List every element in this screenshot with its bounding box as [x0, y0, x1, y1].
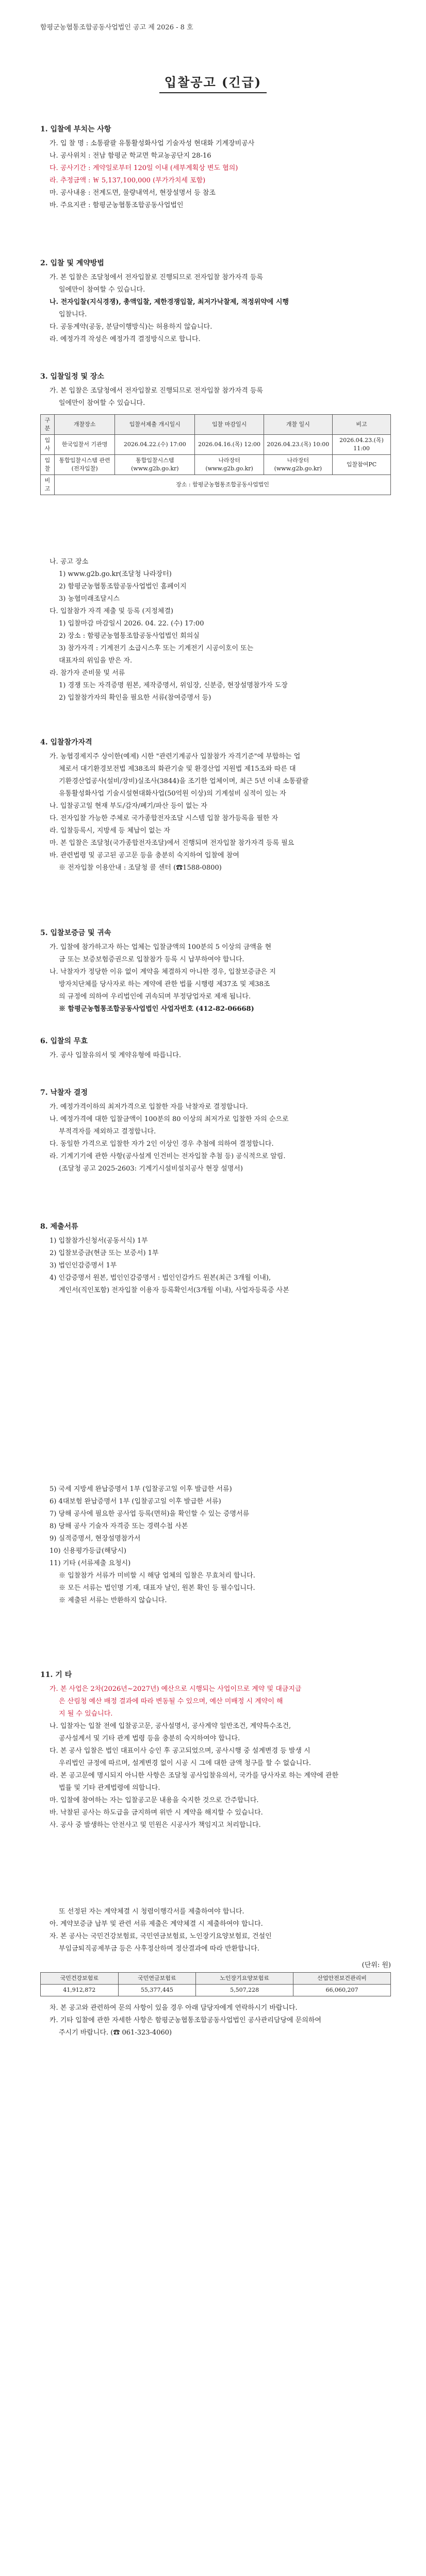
section-bid-items — [40, 124, 391, 212]
table-header: 노인장기요양보험료 — [196, 1973, 293, 1985]
text-line: 일에만이 참여할 수 있습니다. — [59, 286, 145, 294]
section-deposit — [40, 927, 391, 1016]
text-line: 1) 입찰마감 마감일시 2026. 04. 22. (수) 17:00 — [59, 620, 204, 628]
table-row — [41, 475, 391, 495]
text-line: 방자치단체를 당사자로 하는 계약에 관한 법률 시행령 제37조 및 제38조 — [59, 980, 270, 988]
text-line: 5) 국세 지방세 완납증명서 1부 (입찰공고일 이후 발급한 서류) — [50, 1485, 232, 1493]
table-header-row — [41, 1973, 391, 1985]
business-number-line: ※ 함평군농협통조합공동사업법인 사업자번호 (412-82-06668) — [59, 1005, 254, 1013]
text-line: 1) www.g2b.go.kr(조달청 나라장터) — [59, 570, 172, 578]
section-heading: 8. 제출서류 — [40, 1223, 78, 1231]
table-cell: 2026.04.22.(수) 17:00 — [115, 435, 195, 455]
text-line: 라. 본 공고문에 명시되지 아니한 사항은 조달청 공사입찰유의서, 국가를 당사자로 하는 계약에 관한 — [50, 1772, 339, 1780]
table-cell: 한국입찰서 기관명 — [54, 435, 114, 455]
table-cell: 비고 — [41, 475, 55, 495]
text-line: 가. 농협경제지주 상이한(예제) 시한 "관련기계공사 입찰참가 자격기준"에 부합하는 업 — [50, 753, 301, 760]
text-line: 자. 본 공사는 국민건강보험료, 국민연금보험료, 노인장기요양보험료, 건설인 — [50, 1933, 272, 1940]
text-line: 2) 장소 : 함평군농협통조합공동사업법인 회의실 — [59, 632, 200, 640]
text-line: 아. 계약보증금 납부 및 관련 서류 제출은 계약체결 시 제출하여야 합니다. — [50, 1920, 263, 1928]
section-bid-method — [40, 258, 391, 346]
announcement-number: 함평군농협통조합공동사업법인 공고 제 2026 - 8 호 — [40, 24, 193, 31]
helpdesk-line: ※ 전자입찰 이용안내 : 조달청 콜 센터 (☎1588-0800) — [59, 864, 222, 872]
text-line: 나. 예정가격에 대한 입찰금액이 100분의 80 이상의 최저가로 입찰한 자의 순으로 — [50, 1115, 289, 1123]
text-line: 10) 신용평가등급(해당시) — [50, 1547, 126, 1555]
text-line: 4) 인감증명서 원본, 법인인감증명서 : 법인인감카드 원본(최근 3개월 이내), — [50, 1274, 271, 1282]
bid-name-line: 가. 입 찰 명 : 소통괄괄 유통활성화사업 기술자성 현대화 기계장비공사 — [50, 140, 255, 147]
table-row — [41, 435, 391, 455]
table-cell: 2026.04.16.(목) 12:00 — [195, 435, 264, 455]
text-line: 부임금퇴직공제부금 등은 사후정산하며 정산결과에 따라 반환합니다. — [59, 1945, 259, 1953]
text-line: 체로서 대기환경보전법 제38조의 화관기술 및 환경산업 지원법 제15조와 따른 대 — [59, 765, 296, 773]
location-line: 나. 공사위치 : 전남 함평군 학교면 학교농공단지 28-16 — [50, 152, 211, 160]
section-heading: 5. 입찰보증금 및 귀속 — [40, 929, 111, 937]
period-line: 다. 공사기간 : 계약일로부터 120일 이내 (세부계획상 변도 협의) — [50, 164, 238, 172]
section-documents — [40, 1221, 391, 1297]
text-line: 입찰니다. — [59, 311, 87, 318]
table-header: 입찰서제출 개시일시 — [115, 415, 195, 435]
budget-notice-line: 은 산림청 예산 배정 결과에 따라 변동될 수 있으며, 예산 미배정 시 계약이 해 — [59, 1698, 283, 1705]
table-cell: 장소 : 함평군농협통조합공동사업법인 — [54, 475, 390, 495]
text-line: 기환경산업공사(설비/장비)실조사(3844)을 조기한 업체이며, 최근 5년 이내 소통괄괄 — [59, 777, 309, 785]
text-line: 가. 본 입찰은 조달청에서 전자입찰로 진행되므로 전자입찰 참가자격 등록 — [50, 274, 263, 281]
table-cell: 나라장터 (www.g2b.go.kr) — [195, 455, 264, 475]
section-heading: 3. 입찰일정 및 장소 — [40, 372, 104, 381]
text-line: 나. 공고 장소 — [50, 558, 89, 566]
section-heading: 4. 입찰참가자격 — [40, 738, 92, 747]
title-wrap — [0, 72, 426, 93]
table-header: 입찰 마감일시 — [195, 415, 264, 435]
table-header: 개찰 일시 — [264, 415, 332, 435]
page-title: 입찰공고 (긴급) — [159, 72, 267, 93]
text-line: (조달청 공고 2025-2603: 기계기시설비설치공사 현장 설명서) — [59, 1165, 243, 1173]
text-line: 라. 참가자 준비물 및 서류 — [50, 669, 125, 677]
text-line: 공사설계서 및 기타 관계 법령 등을 충분히 숙지하여야 합니다. — [59, 1735, 240, 1742]
table-cell: 입찰 — [41, 455, 55, 475]
table-header: 구분 — [41, 415, 55, 435]
text-line: 가. 본 입찰은 조달청에서 전자입찰로 진행되므로 전자입찰 참가자격 등록 — [50, 387, 263, 395]
section-announcement-place — [40, 556, 391, 705]
table-row — [41, 455, 391, 475]
table-header: 비고 — [332, 415, 390, 435]
text-line: 우리법인 규정에 따르며, 설계변경 없이 시공 시 그에 대한 금액 청구를 할 수 없습니다. — [59, 1759, 311, 1767]
text-line: 다. 입찰참가 자격 제출 및 등록 (지정체결) — [50, 607, 173, 615]
section-documents-continued — [40, 1484, 391, 1607]
text-line: 부적격자를 제외하고 결정합니다. — [59, 1128, 156, 1136]
table-cell: 입찰참여PC — [332, 455, 390, 475]
text-line: 다. 전자입찰 가능한 주체로 국가종합전자조달 시스템 입찰 참가등록을 필한 자 — [50, 815, 278, 822]
table-header: 개찰장소 — [54, 415, 114, 435]
section-qualification — [40, 737, 391, 875]
text-line: 3) 참가자격 : 기계전기 소급시스후 또는 기계전기 시공이호이 또는 — [59, 645, 254, 652]
table-header: 국민연금보험료 — [118, 1973, 196, 1985]
contact-line: 주시기 바랍니다. (☎ 061-323-4060) — [59, 2029, 172, 2037]
text-line: 라. 예정가격 작성은 예정가격 결정방식으로 합니다. — [50, 335, 201, 343]
table-row — [41, 1985, 391, 1996]
text-line: 다. 동일한 가격으로 입찰한 자가 2인 이상인 경우 추첨에 의하여 결정합니다. — [50, 1140, 274, 1148]
section-bid-schedule — [40, 371, 391, 495]
table-cell: 나라장터 (www.g2b.go.kr) — [264, 455, 332, 475]
text-line: 계인서(직인포함) 전자입찰 이용자 등록확인서(3개월 이내), 사업자등록증 사본 — [59, 1286, 289, 1294]
text-line: 가. 입찰에 참가하고자 하는 업체는 입찰금액의 100분의 5 이상의 금액을 현 — [50, 943, 272, 951]
section-others — [40, 1669, 391, 1832]
table-cell: 5,507,228 — [196, 1985, 293, 1996]
text-line: 6) 4대보험 완납증명서 1부 (입찰공고일 이후 발급한 서류) — [50, 1498, 221, 1505]
text-line: 1) 경쟁 또는 자격증명 원본, 제작증명서, 위임장, 신분증, 현장설명참가자 도장 — [59, 682, 288, 689]
estimated-amount-line: 라. 추정금액 : ￦ 5,137,100,000 (부가가치세 포함) — [50, 177, 206, 184]
text-line: 나. 전자입찰(지식경쟁), 총액입찰, 제한경쟁입찰, 최저가낙찰제, 적정위약에 시행 — [50, 298, 289, 306]
table-header: 산업안전보건관리비 — [293, 1973, 391, 1985]
section-heading: 11. 기 타 — [40, 1671, 72, 1679]
text-line: 차. 본 공고와 관련하여 문의 사항이 있을 경우 아래 담당자에게 연락하시기 바랍니다. — [50, 2004, 298, 2012]
text-line: 사. 공사 중 발생하는 안전사고 및 민원은 시공사가 책임지고 처리합니다. — [50, 1821, 261, 1829]
text-line: 나. 낙찰자가 정당한 이유 없이 계약을 체결하지 아니한 경우, 입찰보증금은 지 — [50, 968, 276, 976]
text-line: 3) 법인인감증명서 1부 — [50, 1262, 117, 1269]
section-invalid-bid — [40, 1036, 391, 1062]
text-line: 카. 기타 입찰에 관한 자세한 사항은 함평군농협통조합공동사업법인 공사관리담당에 문의하여 — [50, 2016, 321, 2024]
note-line: ※ 모든 서류는 법인명 기재, 대표자 날인, 원본 확인 등 필수입니다. — [59, 1584, 255, 1592]
text-line: 가. 예정가격이하의 최저가격으로 입찰한 자를 낙찰자로 결정합니다. — [50, 1103, 248, 1111]
section-heading: 1. 입찰에 부치는 사항 — [40, 125, 111, 133]
text-line: 9) 실적증명서, 현장설명참가서 — [50, 1535, 141, 1543]
text-line: 8) 당해 공사 기술자 자격증 또는 경력수첩 사본 — [50, 1522, 188, 1530]
insurance-table — [40, 1972, 391, 1996]
table-cell: 2026.04.23.(목) 10:00 — [264, 435, 332, 455]
text-line: 11) 기타 (서류제출 요청시) — [50, 1560, 131, 1567]
text-line: 나. 입찰자는 입찰 전에 입찰공고문, 공사설명서, 공사계약 일반조건, 계약특수조건, — [50, 1722, 291, 1730]
text-line: 법률 및 기타 관계법령에 의합니다. — [59, 1784, 160, 1792]
table-cell: 66,060,207 — [293, 1985, 391, 1996]
note-line: ※ 입찰참가 서류가 미비할 시 해당 업체의 입찰은 무효처리 합니다. — [59, 1572, 255, 1580]
text-line: 대표자의 위임을 받은 자. — [59, 657, 133, 665]
text-line: 마. 본 입찰은 조달청(국가종합전자조달)에서 진행되며 전자입찰 참가자격 등록 필요 — [50, 839, 294, 847]
text-line: 2) 함평군농협통조합공동사업법인 홈페이지 — [59, 583, 187, 590]
text-line: 가. 공사 입찰유의서 및 계약유형에 따릅니다. — [50, 1052, 181, 1059]
table-cell: 55,377,445 — [118, 1985, 196, 1996]
text-line: 2) 입찰참가자의 확인을 필요한 서류(참여증명서 등) — [59, 694, 211, 702]
text-line: 금 또는 보증보험증권으로 입찰참가 등록 시 납부하여야 합니다. — [59, 956, 244, 963]
text-line: 의 규정에 의하여 우리법인에 귀속되며 부정당업자로 제재 됩니다. — [59, 993, 251, 1001]
note-line: ※ 제출된 서류는 반환하지 않습니다. — [59, 1597, 167, 1604]
agency-line: 바. 주요지관 : 함평군농협통조합공동사업법인 — [50, 201, 184, 209]
text-line: 유통활성화사업 기술시설현대화사업(50억원 이상)의 기계설비 실적이 있는 자 — [59, 790, 286, 798]
text-line: 나. 입찰공고일 현재 부도/감자/폐기/파산 등이 없는 자 — [50, 802, 207, 810]
table-cell: 2026.04.23.(목) 11:00 — [332, 435, 390, 455]
budget-notice-line: 가. 본 사업은 2차(2026년~2027년) 예산으로 시행되는 사업이므로 계약 및 대금지급 — [50, 1685, 302, 1693]
content-line: 마. 공사내용 : 전계도면, 물량내역서, 현장설명서 등 참조 — [50, 189, 216, 197]
unit-label: (단위: 원) — [362, 1961, 391, 1969]
text-line: 라. 기계기기에 관한 사항(공사설계 인건비는 전자입찰 추첨 등) 공식적으로 알림. — [50, 1153, 286, 1160]
section-others-continued — [40, 1906, 391, 2040]
text-line: 또 선정된 자는 계약체결 시 청렴이행각서를 제출하여야 합니다. — [59, 1908, 244, 1916]
text-line: 다. 본 공사 입찰은 법인 대표이사 승인 후 공고되었으며, 공사시행 중 설계변경 등 발생 시 — [50, 1747, 310, 1755]
text-line: 다. 공동계약(공동, 분담이행방식)는 허용하지 않습니다. — [50, 323, 212, 331]
table-header-row — [41, 415, 391, 435]
schedule-table — [40, 414, 391, 495]
table-cell: 통합입찰시스템 관련(전자입찰) — [54, 455, 114, 475]
table-cell: 41,912,872 — [41, 1985, 119, 1996]
text-line: 마. 입찰에 참여하는 자는 입찰공고문 내용을 숙지한 것으로 간주합니다. — [50, 1797, 259, 1804]
section-heading: 7. 낙찰자 결정 — [40, 1089, 88, 1097]
table-header: 국민건강보험료 — [41, 1973, 119, 1985]
text-line: 7) 당해 공사에 필요한 공사업 등록(면허)을 확인할 수 있는 증명서류 — [50, 1510, 250, 1518]
text-line: 2) 입찰보증금(현금 또는 보증서) 1부 — [50, 1249, 159, 1257]
text-line: 라. 입찰등록시, 지방세 등 체납이 없는 자 — [50, 827, 170, 835]
text-line: 1) 입찰참가신청서(공동서식) 1부 — [50, 1237, 148, 1245]
text-line: 바. 낙찰된 공사는 하도급을 금지하며 위반 시 계약을 해지할 수 있습니다. — [50, 1809, 263, 1817]
section-winner-decision — [40, 1087, 391, 1176]
budget-notice-line: 지 될 수 있습니다. — [59, 1710, 113, 1718]
text-line: 3) 농협미래조달시스 — [59, 595, 120, 603]
table-cell: 통합입찰시스템 (www.g2b.go.kr) — [115, 455, 195, 475]
section-heading: 6. 입찰의 무효 — [40, 1037, 88, 1045]
text-line: 바. 관련법령 및 공고된 공고문 등을 충분히 숙지하여 입찰에 참여 — [50, 852, 239, 859]
table-cell: 입사 — [41, 435, 55, 455]
section-heading: 2. 입찰 및 계약방법 — [40, 259, 104, 267]
text-line: 일에만이 참여할 수 있습니다. — [59, 399, 145, 407]
